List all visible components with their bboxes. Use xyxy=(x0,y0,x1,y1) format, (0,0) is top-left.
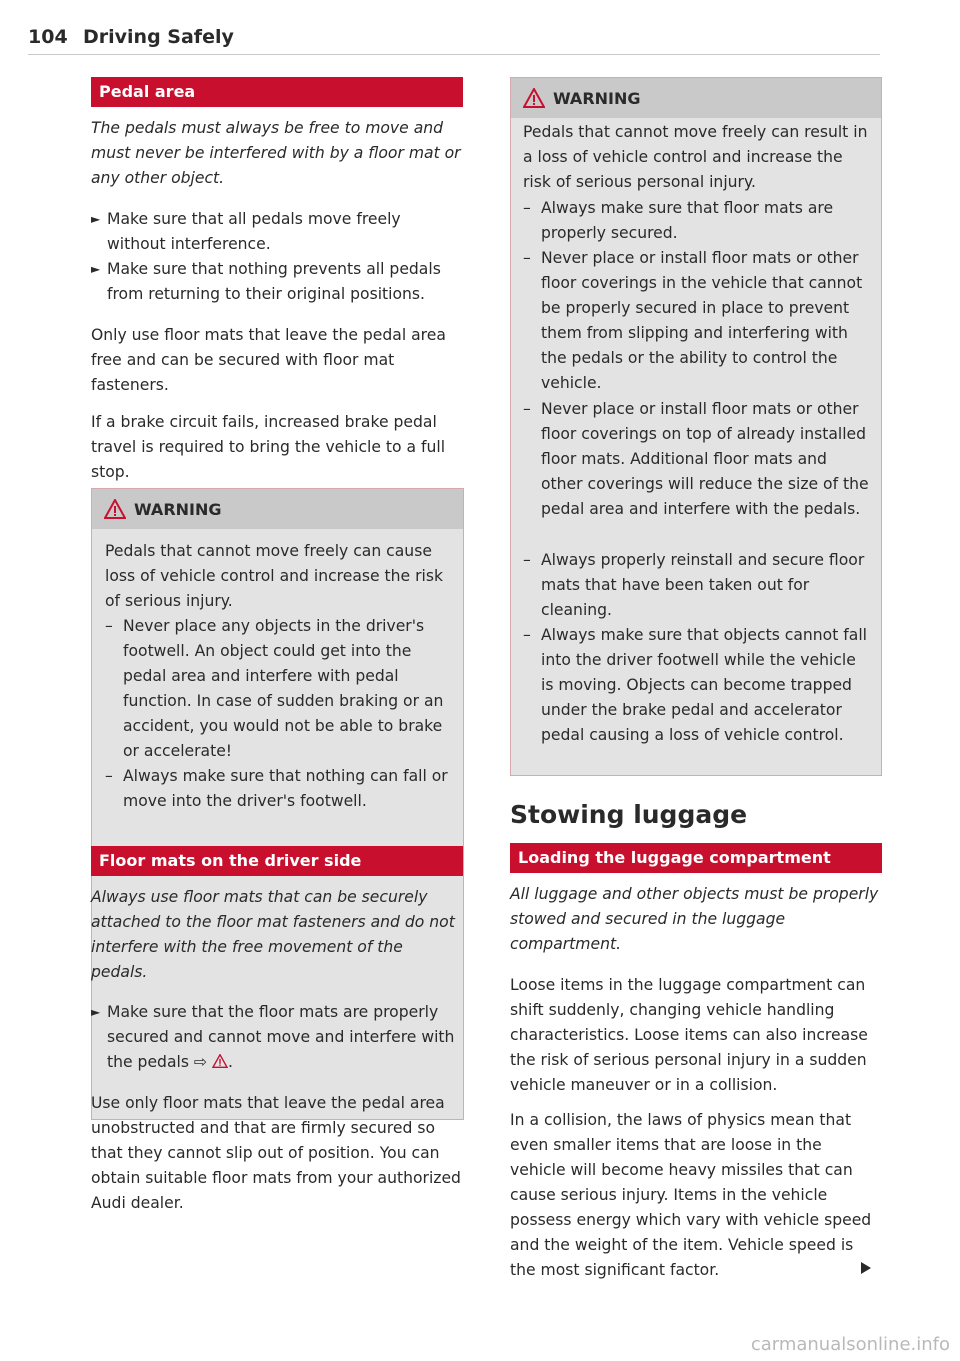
bullet-text: Make sure that the floor mats are properly secured and cannot move and interfere with the pedals xyxy=(107,1003,455,1071)
floormats-intro: Always use floor mats that can be securely attached to the floor mat fasteners and do not interfere with the free movement of the pedals. xyxy=(91,888,455,981)
warning-header xyxy=(511,78,881,118)
continue-arrow-icon xyxy=(860,1262,872,1274)
pedal-intro: The pedals must always be free to move and must never be interfered with by a floor mat or any other object. xyxy=(91,119,461,187)
warning-item-text: Always make sure that floor mats are properly secured. xyxy=(541,199,834,242)
warning-list-item: – Never place or install floor mats or other floor coverings in the vehicle that cannot be properly secured in place to prevent them from slipping and interfering with the pedals or the ability to control the vehicle. xyxy=(523,249,863,392)
section-bar-luggage xyxy=(510,843,882,873)
bullet-item xyxy=(91,207,463,257)
warning-item-text: Always make sure that nothing can fall or move into the driver's footwell. xyxy=(123,767,448,810)
section-bar-floor-mats xyxy=(91,846,463,876)
bullet-item: ► Make sure that the floor mats are properly secured and cannot move and interfere with the pedals ⇨ . xyxy=(91,1000,463,1075)
warning-title: WARNING xyxy=(134,500,222,519)
warning-item-text: Always make sure that objects cannot fall into the driver footwell while the vehicle is moving. Objects can become trapped under the brake pedal and accelerator pedal causing a loss of vehicle control. xyxy=(541,626,867,744)
warning-text: Pedals that cannot move freely can result in a loss of vehicle control and increase the risk of serious personal injury. xyxy=(523,123,868,191)
page-number: 104 xyxy=(28,26,68,48)
warning-list-item: – Never place any objects in the driver's footwell. An object could get into the pedal area and interfere with pedal function. In case of sudden braking or an accident, you would not be able to brake or accelerate! xyxy=(105,617,444,760)
section-title: Pedal area xyxy=(99,82,196,101)
warning-item-text: Always properly reinstall and secure floor mats that have been taken out for cleaning. xyxy=(541,551,865,619)
warning-text: Pedals that cannot move freely can cause loss of vehicle control and increase the risk of serious injury. xyxy=(105,542,443,610)
luggage-para-2: In a collision, the laws of physics mean that even smaller items that are loose in the vehicle will become heavy missiles that can cause serious injury. Items in the vehicle possess energy which vary with vehicle speed and the weight of the item. Vehicle speed is the most significant factor. xyxy=(510,1111,872,1279)
warning-triangle-icon xyxy=(212,1054,228,1068)
warning-item-text: Never place any objects in the driver's footwell. An object could get into the pedal area and interfere with pedal function. In case of sudden braking or an accident, you would not be able to brake or accelerate! xyxy=(123,617,444,760)
warning-item-text: Never place or install floor mats or other floor coverings on top of already installed floor mats. Additional floor mats and other coverings will reduce the size of the pedal area and interfere with the pedals. xyxy=(541,400,869,518)
floormats-para: Use only floor mats that leave the pedal area unobstructed and that are firmly secured so that they cannot slip out of position. You can obtain suitable floor mats from your authorized Audi dealer. xyxy=(91,1094,461,1212)
watermark: carmanualsonline.info xyxy=(750,1334,950,1355)
pedal-para-1: Only use floor mats that leave the pedal area free and can be secured with floor mat fasteners. xyxy=(91,326,446,394)
warning-list-item: – Always properly reinstall and secure floor mats that have been taken out for cleaning. xyxy=(523,551,865,619)
chapter-heading: Stowing luggage xyxy=(510,800,748,829)
luggage-para-1: Loose items in the luggage compartment can shift suddenly, changing vehicle handling characteristics. Loose items can also increase the risk of serious personal injury in a sudden vehicle maneuver or in a collision. xyxy=(510,976,868,1094)
bullet-arrow-icon: ► xyxy=(91,262,101,276)
section-title: Floor mats on the driver side xyxy=(99,851,362,870)
warning-title: WARNING xyxy=(553,89,641,108)
section-title: Loading the luggage compartment xyxy=(518,848,831,867)
luggage-intro: All luggage and other objects must be properly stowed and secured in the luggage compartment. xyxy=(510,885,879,953)
chapter-title: Driving Safely xyxy=(83,26,234,48)
bullet-arrow-icon: ► xyxy=(91,212,101,226)
bullet-item xyxy=(91,257,463,307)
warning-triangle-icon xyxy=(104,499,126,519)
warning-list-item: – Never place or install floor mats or other floor coverings on top of already installed floor mats. Additional floor mats and other coverings will reduce the size of the pedal area and interfere with the pedals. xyxy=(523,400,869,518)
page-header xyxy=(28,24,880,55)
bullet-text: Make sure that nothing prevents all pedals from returning to their original positions. xyxy=(107,260,441,303)
bullet-text: Make sure that all pedals move freely without interference. xyxy=(107,210,401,253)
warning-header xyxy=(92,489,463,529)
warning-item-text: Never place or install floor mats or other floor coverings in the vehicle that cannot be properly secured in place to prevent them from slipping and interfering with the pedals or the ability to control the vehicle. xyxy=(541,249,863,392)
warning-triangle-icon xyxy=(523,88,545,108)
warning-list-item: – Always make sure that floor mats are properly secured. xyxy=(523,199,834,242)
cross-reference[interactable]: ⇨ xyxy=(193,1053,207,1071)
section-bar-pedal-area xyxy=(91,77,463,107)
warning-list-item: – Always make sure that nothing can fall or move into the driver's footwell. xyxy=(105,767,448,810)
pedal-para-2: If a brake circuit fails, increased brake pedal travel is required to bring the vehicle to a full stop. xyxy=(91,413,446,481)
bullet-arrow-icon: ► xyxy=(91,1005,101,1019)
warning-list-item: – Always make sure that objects cannot fall into the driver footwell while the vehicle is moving. Objects can become trapped under the brake pedal and accelerator pedal causing a loss of vehicle control. xyxy=(523,626,867,744)
